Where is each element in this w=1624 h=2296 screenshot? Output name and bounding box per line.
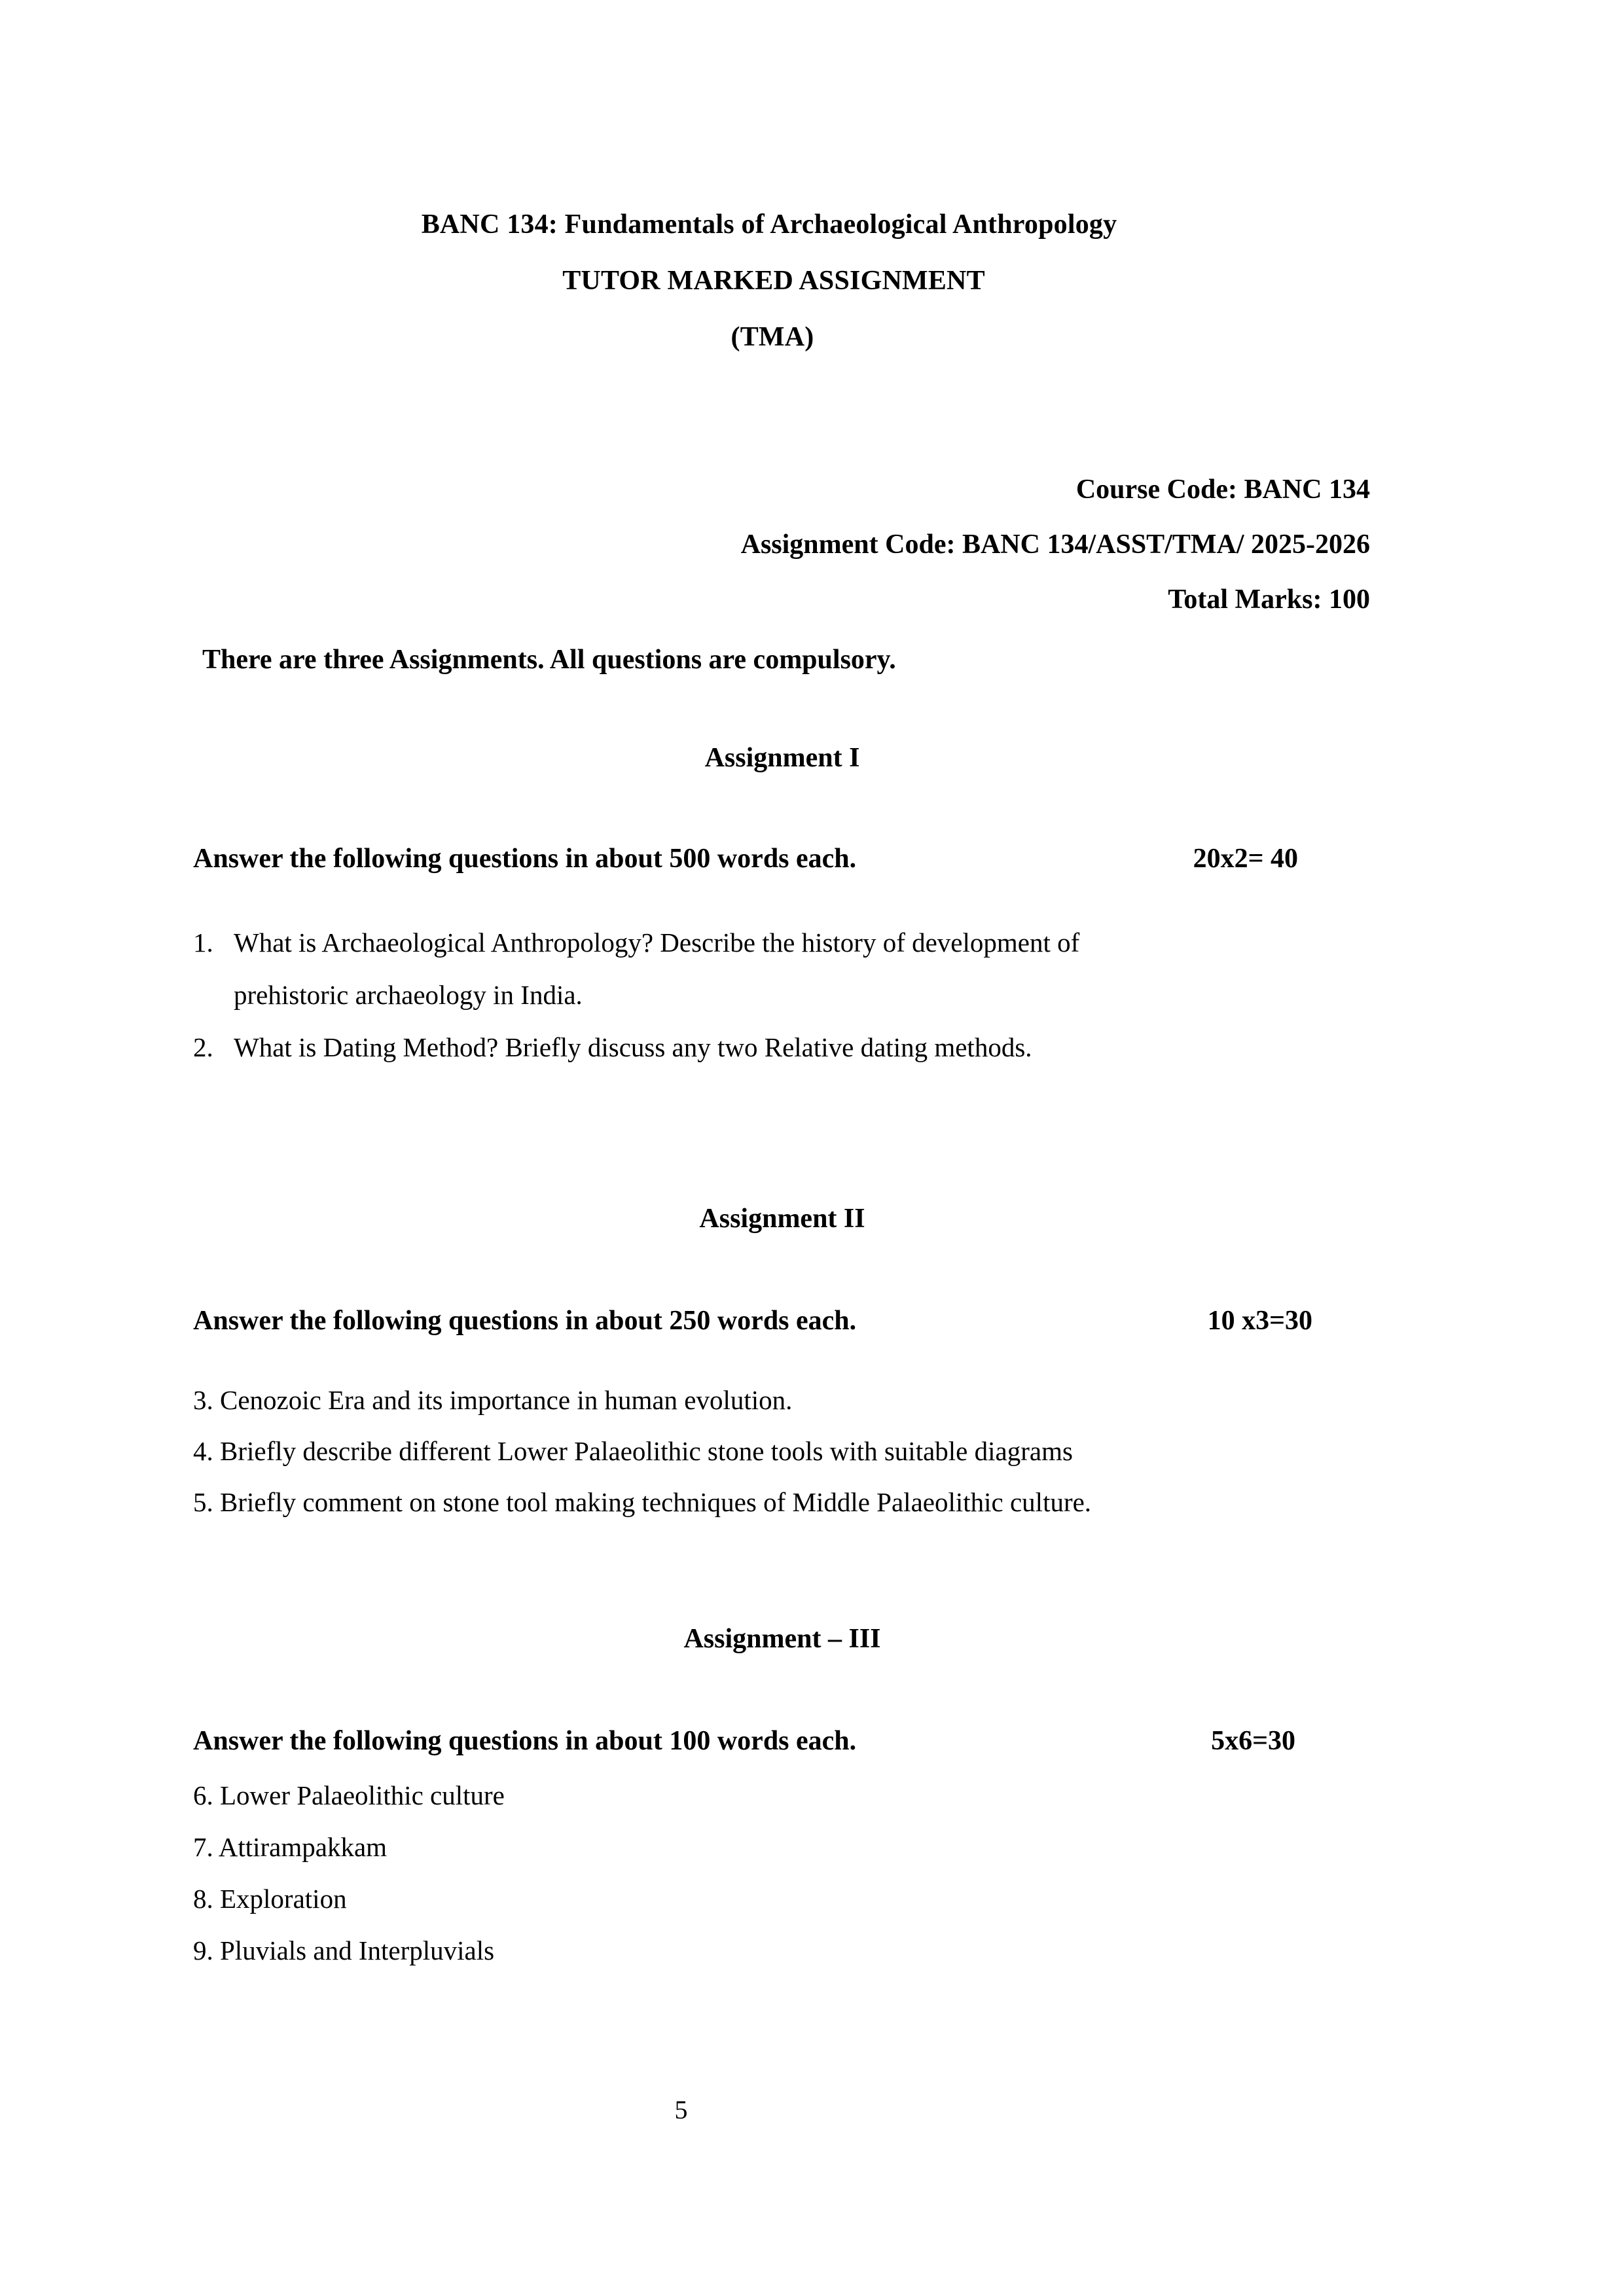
assignment-2-marks: 10 x3=30: [1207, 1306, 1312, 1336]
question-number: 2.: [193, 1032, 213, 1062]
assignment-2-directive-row: [193, 1301, 1371, 1340]
course-meta-block: [193, 462, 1371, 627]
assignment-1-marks: 20x2= 40: [1193, 844, 1298, 874]
assignment-3-directive-row: [193, 1721, 1371, 1761]
list-item: 6. Lower Palaeolithic culture: [193, 1780, 505, 1810]
assignment-1-directive: Answer the following questions in about 500 words each.: [193, 844, 857, 874]
assignment-2-directive: Answer the following questions in about 250 words each.: [193, 1306, 857, 1336]
page-title: BANC 134: Fundamentals of Archaeological Anthropology: [421, 209, 1117, 240]
page-content: [193, 0, 1371, 1977]
course-code: Course Code: BANC 134: [1075, 475, 1370, 505]
assignment-3-question-list: [193, 1770, 1371, 1977]
document-title-block: [193, 196, 1371, 365]
question-text: What is Dating Method? Briefly discuss any two Relative dating methods.: [234, 1032, 1032, 1062]
total-marks: Total Marks: 100: [1168, 584, 1370, 615]
page-number-value: 5: [674, 2095, 688, 2125]
question-number: 1.: [193, 927, 213, 958]
document-subtitle-abbrev: (TMA): [731, 322, 814, 352]
list-item: [193, 1021, 1371, 1073]
document-subtitle: TUTOR MARKED ASSIGNMENT: [562, 266, 985, 296]
list-item: 9. Pluvials and Interpluvials: [193, 1935, 495, 1965]
list-item: 5. Briefly comment on stone tool making techniques of Middle Palaeolithic culture.: [193, 1487, 1092, 1517]
page-number-footer: [0, 2094, 1624, 2125]
assignment-2-question-list: [193, 1374, 1371, 1528]
assignment-3-marks: 5x6=30: [1211, 1726, 1295, 1756]
assignment-3-directive: Answer the following questions in about 100 words each.: [193, 1726, 857, 1756]
list-item: 4. Briefly describe different Lower Palaeolithic stone tools with suitable diagrams: [193, 1436, 1073, 1466]
list-item: 3. Cenozoic Era and its importance in human evolution.: [193, 1385, 793, 1415]
list-item: [193, 916, 1371, 1021]
assignment-1-heading: Assignment I: [704, 743, 860, 773]
list-item: 8. Exploration: [193, 1884, 347, 1914]
assignment-3-heading: Assignment – III: [683, 1624, 881, 1654]
list-item: 7. Attirampakkam: [193, 1832, 388, 1862]
assignment-2-heading: Assignment II: [699, 1204, 865, 1234]
question-text: What is Archaeological Anthropology? Describe the history of development of prehistoric archaeology in India.: [234, 927, 1080, 1010]
assignment-code: Assignment Code: BANC 134/ASST/TMA/ 2025-2026: [740, 529, 1370, 560]
assignment-1-question-list: [193, 916, 1371, 1073]
assignment-1-directive-row: [193, 839, 1371, 878]
general-instruction: There are three Assignments. All questions are compulsory.: [202, 645, 896, 675]
